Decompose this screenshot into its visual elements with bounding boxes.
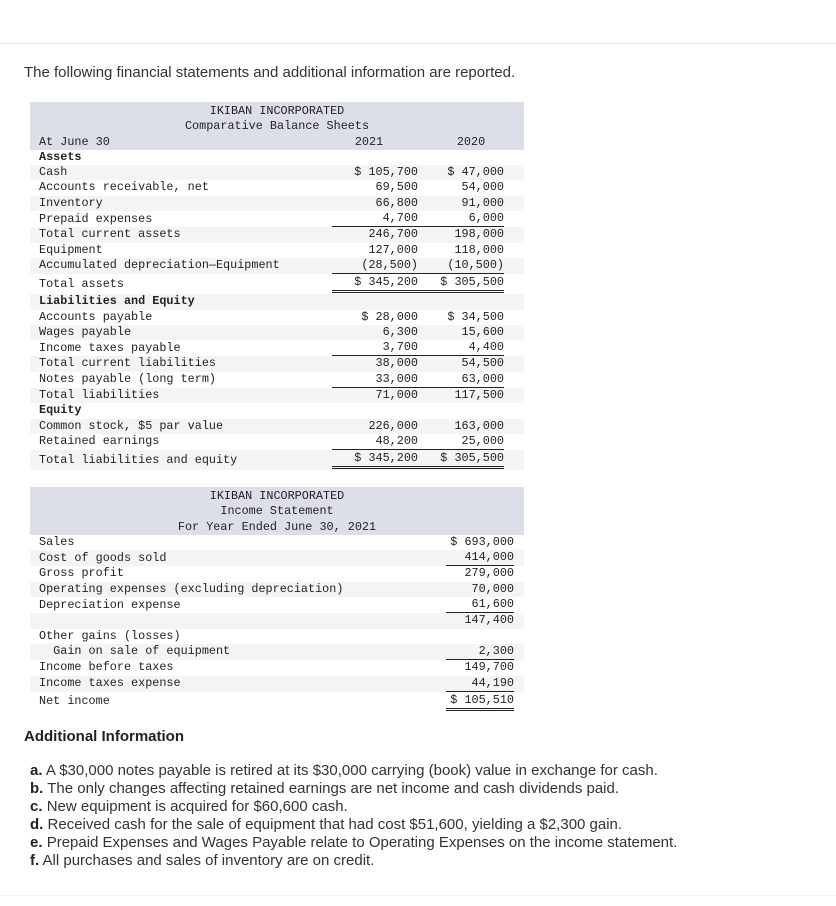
- is-row-label: [30, 613, 426, 628]
- bs-row: [30, 196, 524, 211]
- top-divider: [0, 43, 836, 44]
- bs-cell-wrap: [418, 180, 524, 195]
- bs-row-label: Prepaid expenses: [39, 211, 153, 226]
- bs-value-2021: (28,500): [332, 258, 418, 274]
- item-letter: e.: [30, 834, 43, 851]
- is-value: 279,000: [464, 566, 514, 581]
- is-value: 147,400: [464, 613, 514, 628]
- bs-cell-wrap: [290, 450, 418, 470]
- bs-cell-wrap: [290, 310, 418, 325]
- additional-info-item: [30, 852, 677, 870]
- bs-row: [30, 165, 524, 180]
- bs-row: [30, 325, 524, 340]
- bs-col-label: At June 30: [30, 135, 290, 150]
- is-row: [30, 629, 524, 644]
- bs-value-2020: $ 305,500: [418, 275, 504, 293]
- bs-cell-wrap: [290, 372, 418, 388]
- is-row-label: Income taxes expense: [30, 676, 426, 692]
- bs-value-2020: 198,000: [454, 227, 504, 242]
- bs-cell-wrap: [418, 258, 524, 274]
- bs-cell-wrap: [290, 294, 418, 309]
- bs-cell-wrap: [418, 434, 524, 450]
- is-company: IKIBAN INCORPORATED: [30, 487, 524, 504]
- bs-row: [30, 211, 524, 227]
- item-letter: b.: [30, 780, 44, 797]
- item-text: New equipment is acquired for $60,600 cash.: [46, 798, 348, 815]
- bs-value-2021: 3,700: [332, 340, 418, 356]
- is-period: For Year Ended June 30, 2021: [30, 520, 524, 535]
- bs-row: [30, 450, 524, 470]
- bs-cell-wrap: [290, 434, 418, 450]
- bs-value-2021: 69,500: [375, 180, 418, 195]
- bs-cell-wrap: [418, 274, 524, 294]
- bs-cell-wrap: [418, 372, 524, 388]
- bs-cell-wrap: [418, 450, 524, 470]
- is-row-label: Income before taxes: [39, 660, 174, 675]
- bs-row-label: Accumulated depreciation—Equipment: [30, 258, 290, 274]
- bs-row: [30, 180, 524, 195]
- bs-row: [30, 227, 524, 242]
- is-value: 149,700: [464, 660, 514, 675]
- is-cell-wrap: [426, 613, 524, 628]
- bs-row-label: Liabilities and Equity: [30, 294, 290, 309]
- bs-cell-wrap: [290, 403, 418, 418]
- bs-value-2020: 118,000: [454, 242, 504, 257]
- bs-value-2020: (10,500): [418, 258, 504, 274]
- bs-row-label: Accounts payable: [39, 309, 153, 324]
- bs-cell-wrap: [418, 150, 524, 165]
- bs-value-2021: 33,000: [332, 372, 418, 388]
- bs-value-2021: 246,700: [368, 227, 418, 242]
- bs-row-label: Common stock, $5 par value: [30, 419, 290, 434]
- bs-row-label: Equity: [39, 403, 82, 418]
- bs-row-label: Notes payable (long term): [39, 372, 216, 387]
- is-cell-wrap: [426, 676, 524, 692]
- bs-cell-wrap: [418, 165, 524, 180]
- bs-company: IKIBAN INCORPORATED: [30, 102, 524, 119]
- bs-value-2020: 4,400: [418, 340, 504, 356]
- bs-value-2020: 163,000: [454, 418, 504, 433]
- bs-cell-wrap: [290, 340, 418, 356]
- item-letter: a.: [30, 762, 43, 779]
- bs-cell-wrap: [418, 419, 524, 434]
- bs-cell-wrap: [290, 150, 418, 165]
- is-row: [30, 550, 524, 566]
- bs-cell-wrap: [290, 211, 418, 227]
- bs-row-label: Equipment: [39, 242, 103, 257]
- bs-row: [30, 310, 524, 325]
- bs-row-label: Cash: [30, 165, 290, 180]
- bs-value-2020: $ 34,500: [447, 309, 504, 324]
- bs-cell-wrap: [418, 211, 524, 227]
- is-value: $ 693,000: [450, 534, 514, 549]
- is-cell-wrap: [426, 644, 524, 660]
- bs-row-label: Accounts receivable, net: [39, 180, 209, 195]
- bs-value-2020: 54,000: [461, 180, 504, 195]
- is-row-label: Net income: [39, 694, 110, 709]
- bs-row-label: Total liabilities: [30, 388, 290, 403]
- bs-row-label: Inventory: [30, 196, 290, 211]
- bs-value-2020: 15,600: [461, 324, 504, 339]
- bs-row: [30, 150, 524, 165]
- additional-info-item: [30, 816, 677, 834]
- additional-info-item: [30, 762, 677, 780]
- bs-cell-wrap: [418, 243, 524, 258]
- intro-text: The following financial statements and additional information are reported.: [24, 64, 516, 81]
- balance-sheet-table: [30, 102, 524, 470]
- item-text: All purchases and sales of inventory are on credit.: [42, 852, 375, 869]
- bs-row: [30, 274, 524, 294]
- item-text: The only changes affecting retained earnings are net income and cash dividends paid.: [47, 780, 620, 797]
- bs-cell-wrap: [290, 165, 418, 180]
- bs-value-2020: 6,000: [418, 211, 504, 227]
- bs-value-2021: 38,000: [375, 356, 418, 371]
- bs-title: Comparative Balance Sheets: [30, 119, 524, 134]
- bs-value-2021: $ 345,200: [332, 275, 418, 293]
- bs-row-label: Total current liabilities: [30, 356, 290, 371]
- is-row: [30, 597, 524, 613]
- is-row-label: Gross profit: [39, 566, 124, 581]
- is-row: [30, 566, 524, 581]
- bs-row: [30, 258, 524, 274]
- is-value: 2,300: [446, 644, 514, 660]
- bs-row-label: Total liabilities and equity: [30, 450, 290, 470]
- bs-row: [30, 356, 524, 371]
- is-cell-wrap: [426, 566, 524, 581]
- bs-row: [30, 243, 524, 258]
- additional-info-item: [30, 780, 677, 798]
- bs-value-2021: 127,000: [368, 242, 418, 257]
- is-row-label: Other gains (losses): [39, 628, 181, 643]
- bs-value-2020: 63,000: [418, 372, 504, 388]
- bs-row: [30, 294, 524, 309]
- is-row: [30, 676, 524, 692]
- is-row-label: Gain on sale of equipment: [30, 644, 426, 660]
- bs-cell-wrap: [290, 227, 418, 242]
- bs-value-2020: $ 47,000: [447, 165, 504, 180]
- bs-row: [30, 340, 524, 356]
- bs-cell-wrap: [290, 196, 418, 211]
- bs-value-2021: $ 105,700: [354, 165, 418, 180]
- bs-cell-wrap: [290, 325, 418, 340]
- item-text: A $30,000 notes payable is retired at its $30,000 carrying (book) value in exchange for cash.: [45, 762, 658, 779]
- bs-cell-wrap: [290, 243, 418, 258]
- bs-value-2021: $ 28,000: [361, 309, 418, 324]
- item-text: Prepaid Expenses and Wages Payable relate to Operating Expenses on the income statement.: [46, 834, 678, 851]
- is-title: Income Statement: [30, 504, 524, 519]
- item-letter: f.: [30, 852, 40, 869]
- bs-row-label: Income taxes payable: [39, 340, 181, 355]
- additional-info-item: [30, 834, 677, 852]
- bs-cell-wrap: [418, 403, 524, 418]
- bs-value-2020: 91,000: [461, 195, 504, 210]
- is-value: 61,600: [446, 597, 514, 613]
- is-row-label: Cost of goods sold: [30, 550, 426, 566]
- is-row-label: Sales: [39, 534, 75, 549]
- bs-cell-wrap: [290, 180, 418, 195]
- bs-value-2020: 54,500: [461, 356, 504, 371]
- bs-cell-wrap: [418, 388, 524, 403]
- bs-cell-wrap: [418, 325, 524, 340]
- bottom-divider: [0, 895, 836, 896]
- bs-row: [30, 403, 524, 418]
- bs-value-2021: 6,300: [382, 324, 418, 339]
- bs-cell-wrap: [418, 356, 524, 371]
- bs-cell-wrap: [418, 310, 524, 325]
- is-row: [30, 644, 524, 660]
- item-letter: c.: [30, 798, 43, 815]
- bs-year-2020: 2020: [418, 135, 524, 150]
- bs-cell-wrap: [290, 274, 418, 294]
- additional-info-list: [30, 762, 677, 870]
- bs-cell-wrap: [418, 340, 524, 356]
- bs-value-2020: 25,000: [418, 434, 504, 450]
- bs-row: [30, 434, 524, 450]
- is-value: 70,000: [471, 581, 514, 596]
- is-cell-wrap: [426, 597, 524, 613]
- is-row: [30, 613, 524, 628]
- is-cell-wrap: [426, 535, 524, 550]
- is-row: [30, 692, 524, 712]
- bs-year-2021: 2021: [290, 135, 418, 150]
- bs-value-2021: 48,200: [332, 434, 418, 450]
- bs-cell-wrap: [418, 294, 524, 309]
- is-value: $ 105,510: [446, 693, 514, 711]
- bs-value-2020: 117,500: [454, 388, 504, 403]
- bs-row: [30, 419, 524, 434]
- item-letter: d.: [30, 816, 44, 833]
- bs-row: [30, 388, 524, 403]
- is-row: [30, 660, 524, 675]
- is-cell-wrap: [426, 550, 524, 566]
- is-value: 414,000: [446, 550, 514, 566]
- bs-row-label: Total assets: [39, 276, 124, 291]
- is-row: [30, 582, 524, 597]
- is-cell-wrap: [426, 692, 524, 712]
- is-row-label: Operating expenses (excluding depreciation): [30, 582, 426, 597]
- bs-value-2021: 226,000: [368, 418, 418, 433]
- additional-info-item: [30, 798, 677, 816]
- bs-value-2020: $ 305,500: [418, 451, 504, 469]
- income-statement-table: [30, 487, 524, 712]
- bs-value-2021: 4,700: [332, 211, 418, 227]
- is-cell-wrap: [426, 582, 524, 597]
- bs-row: [30, 372, 524, 388]
- bs-cell-wrap: [290, 419, 418, 434]
- bs-row-label: Total current assets: [30, 227, 290, 242]
- bs-cell-wrap: [418, 196, 524, 211]
- item-text: Received cash for the sale of equipment that had cost $51,600, yielding a $2,300 gain.: [47, 816, 623, 833]
- additional-info-title: Additional Information: [24, 728, 184, 745]
- is-cell-wrap: [426, 629, 524, 644]
- bs-value-2021: $ 345,200: [332, 451, 418, 469]
- bs-row-label: Retained earnings: [39, 434, 160, 449]
- bs-cell-wrap: [290, 258, 418, 274]
- is-cell-wrap: [426, 660, 524, 675]
- bs-value-2021: 66,800: [375, 195, 418, 210]
- is-value: 44,190: [446, 676, 514, 692]
- bs-value-2021: 71,000: [375, 388, 418, 403]
- bs-cell-wrap: [290, 356, 418, 371]
- bs-cell-wrap: [418, 227, 524, 242]
- bs-cell-wrap: [290, 388, 418, 403]
- is-row-label: Depreciation expense: [39, 597, 181, 612]
- is-row: [30, 535, 524, 550]
- bs-row-label: Wages payable: [30, 325, 290, 340]
- bs-row-label: Assets: [39, 149, 82, 164]
